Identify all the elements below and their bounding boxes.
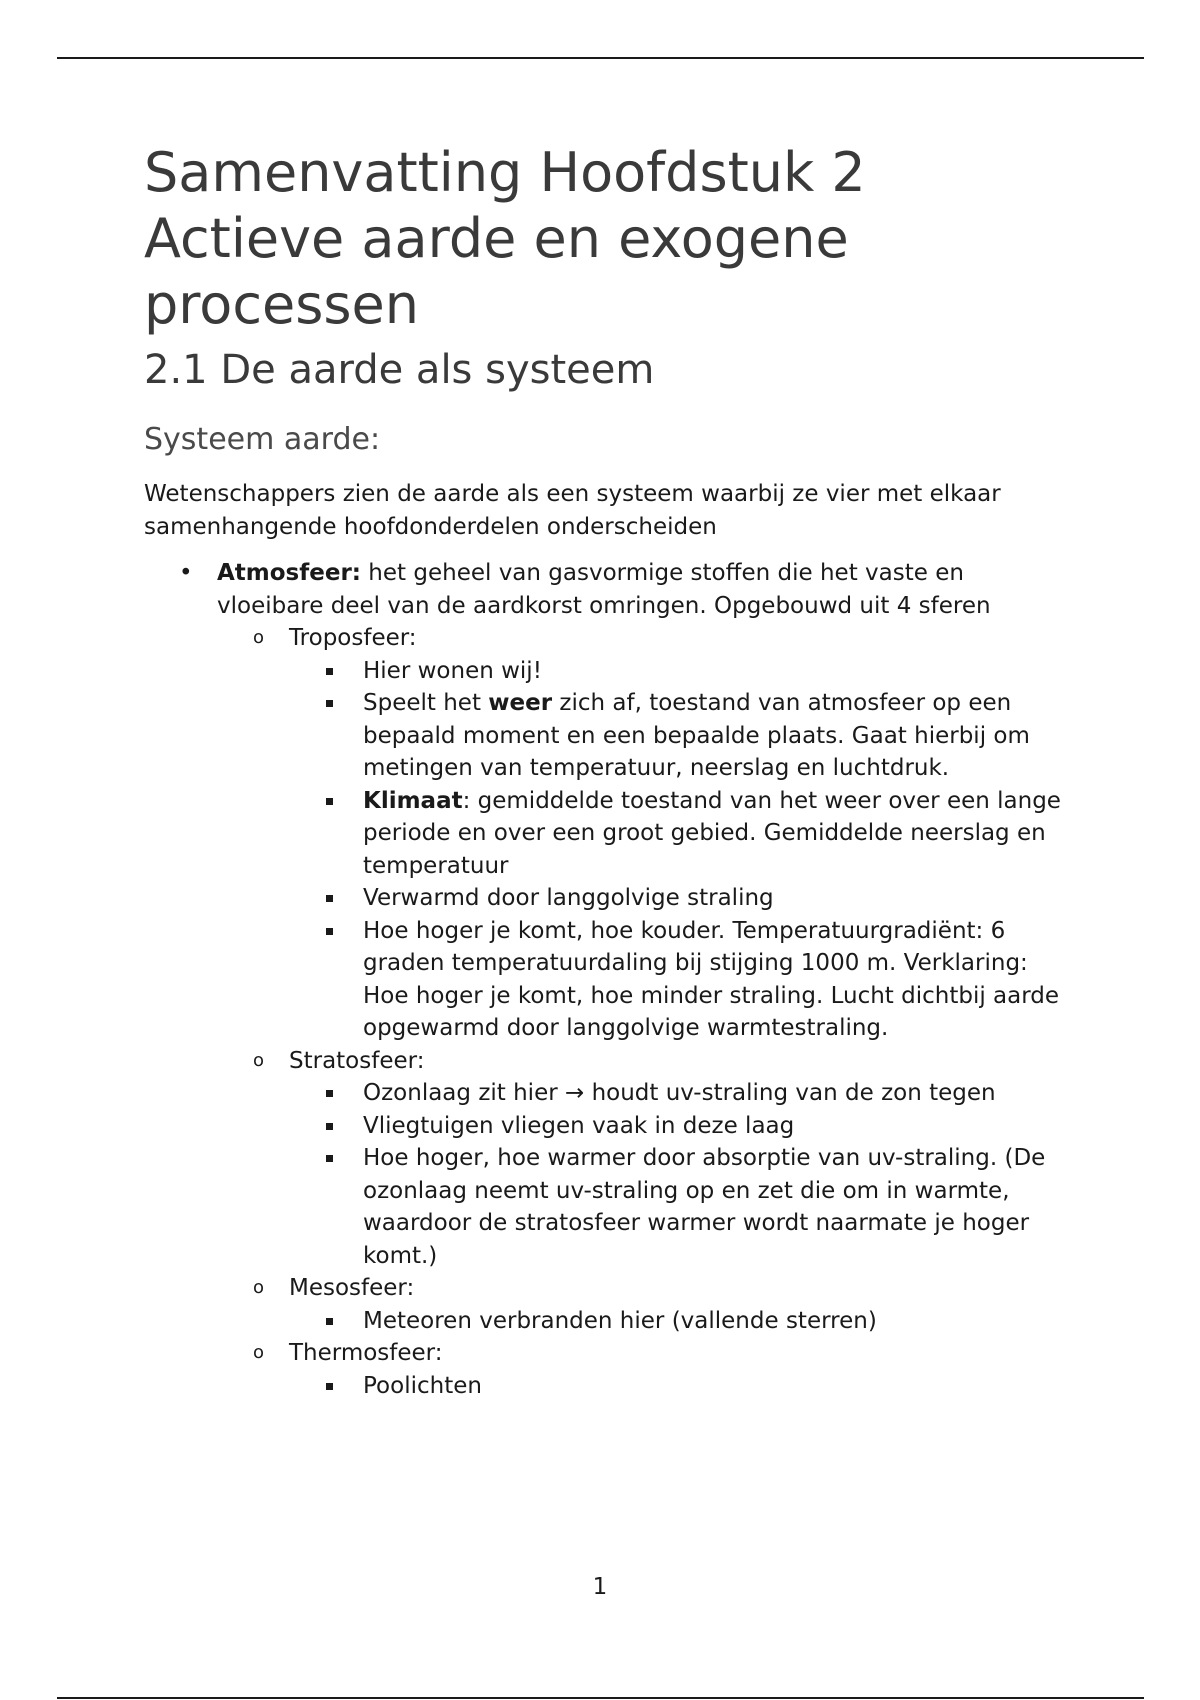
square-bullet-icon bbox=[326, 1090, 333, 1097]
fact-text: Hoe hoger je komt, hoe kouder. Temperatuurgradiënt: 6 graden temperatuurdaling bij stijging 1000 m. Verklaring: Hoe hoger je komt, hoe minder straling. Lucht dichtbij aarde opgewarmd door langgolvige warmtestraling. bbox=[363, 917, 1060, 1041]
intro-paragraph: Wetenschappers zien de aarde als een systeem waarbij ze vier met elkaar samenhangende hoofdonderdelen onderscheiden bbox=[144, 481, 1001, 540]
fact-text: Hoe hoger, hoe warmer door absorptie van uv-straling. (De ozonlaag neemt uv-straling op en zet die om in warmte, waardoor de stratosfeer warmer wordt naarmate je hoger komt.) bbox=[363, 1145, 1046, 1269]
section-heading: 2.1 De aarde als systeem bbox=[144, 347, 655, 393]
fact-text: Meteoren verbranden hier (vallende sterren) bbox=[363, 1307, 877, 1334]
square-bullet-icon bbox=[326, 668, 333, 675]
fact-text: Poolichten bbox=[363, 1372, 482, 1399]
list-item bbox=[326, 882, 1074, 915]
atmosfeer-definition: het geheel van gasvormige stoffen die het vaste en vloeibare deel van de aardkorst omringen. Opgebouwd uit 4 sferen bbox=[217, 560, 991, 619]
list-item-mesosfeer bbox=[253, 1272, 1074, 1337]
mesosfeer-facts bbox=[253, 1305, 1074, 1338]
list-item bbox=[326, 1077, 1074, 1110]
document-title bbox=[144, 140, 1074, 338]
list-item bbox=[326, 915, 1074, 1045]
list-item bbox=[326, 655, 1074, 688]
title-line-1: Samenvatting Hoofdstuk 2 bbox=[144, 141, 866, 204]
square-bullet-icon bbox=[326, 1318, 333, 1325]
square-bullet-icon bbox=[326, 1383, 333, 1390]
square-bullet-icon bbox=[326, 928, 333, 935]
square-bullet-icon bbox=[326, 798, 333, 805]
term-klimaat: Klimaat bbox=[363, 787, 463, 814]
footer-rule bbox=[57, 1697, 1144, 1699]
list-item bbox=[326, 1305, 1074, 1338]
title-line-2: Actieve aarde en exogene bbox=[144, 207, 849, 270]
stratosfeer-label: Stratosfeer: bbox=[289, 1047, 425, 1074]
circle-marker: o bbox=[253, 1049, 265, 1071]
page-number: 1 bbox=[592, 1574, 608, 1600]
subsection-heading: Systeem aarde: bbox=[144, 422, 381, 457]
list-item-troposfeer bbox=[253, 622, 1074, 1045]
circle-marker: o bbox=[253, 1342, 265, 1363]
header-rule bbox=[57, 57, 1144, 59]
mesosfeer-label: Mesosfeer: bbox=[289, 1275, 415, 1301]
fact-text: : gemiddelde toestand van het weer over een lange periode en over een groot gebied. Gemiddelde neerslag en temperatuur bbox=[363, 787, 1061, 879]
sphere-list bbox=[144, 557, 1074, 1402]
bullet-marker: • bbox=[179, 560, 193, 586]
troposfeer-facts bbox=[253, 655, 1074, 1045]
fact-text: Ozonlaag zit hier → houdt uv-straling van de zon tegen bbox=[363, 1080, 996, 1106]
list-item bbox=[326, 1142, 1074, 1272]
list-item bbox=[326, 1370, 1074, 1403]
title-line-3: processen bbox=[144, 273, 419, 336]
list-item-thermosfeer bbox=[253, 1337, 1074, 1402]
square-bullet-icon bbox=[326, 1123, 333, 1130]
troposfeer-label: Troposfeer: bbox=[289, 625, 417, 651]
term-atmosfeer: Atmosfeer: bbox=[217, 560, 361, 586]
list-item bbox=[326, 687, 1074, 785]
circle-marker: o bbox=[253, 627, 265, 648]
thermosfeer-facts bbox=[253, 1370, 1074, 1403]
thermosfeer-label: Thermosfeer: bbox=[289, 1340, 443, 1366]
fact-text: Hier wonen wij! bbox=[363, 657, 542, 684]
document-page bbox=[144, 140, 1074, 1402]
list-item bbox=[326, 785, 1074, 883]
list-item-stratosfeer bbox=[253, 1045, 1074, 1273]
square-bullet-icon bbox=[326, 700, 333, 707]
square-bullet-icon bbox=[326, 895, 333, 902]
stratosfeer-facts bbox=[253, 1077, 1074, 1272]
list-item-atmosfeer bbox=[144, 557, 1074, 1402]
circle-marker: o bbox=[253, 1277, 265, 1298]
fact-text: zich af, toestand van atmosfeer op een bepaald moment en een bepaalde plaats. Gaat hierbij om metingen van temperatuur, neerslag en luchtdruk. bbox=[363, 690, 1030, 781]
fact-text: Vliegtuigen vliegen vaak in deze laag bbox=[363, 1112, 795, 1139]
term-weer: weer bbox=[488, 690, 553, 716]
fact-text: Speelt het bbox=[363, 690, 489, 716]
fact-text: Verwarmd door langgolvige straling bbox=[363, 885, 774, 911]
layer-list bbox=[217, 622, 1074, 1402]
square-bullet-icon bbox=[326, 1155, 333, 1162]
list-item bbox=[326, 1110, 1074, 1143]
